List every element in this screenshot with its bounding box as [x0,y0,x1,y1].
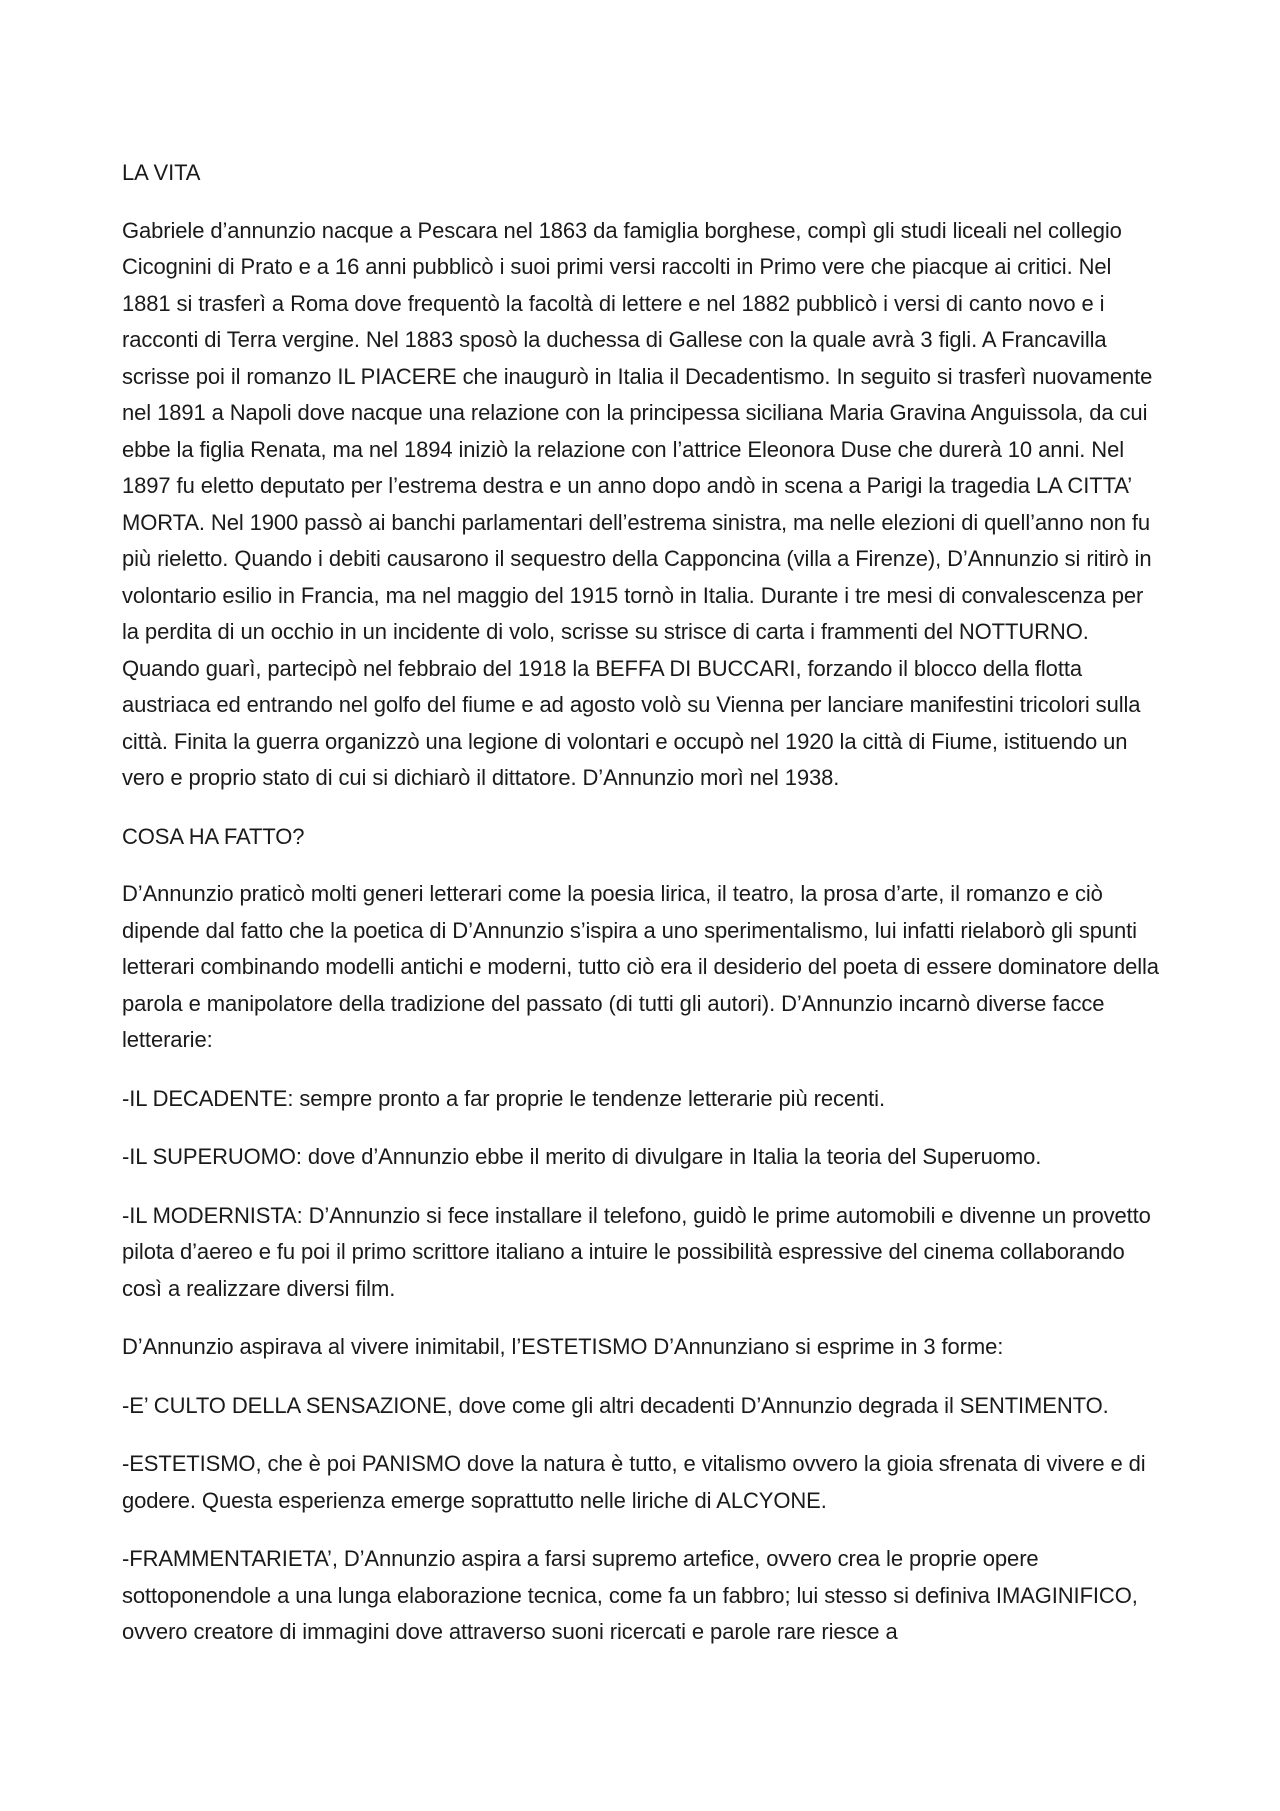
paragraph-generi-letterari: D’Annunzio praticò molti generi letterari come la poesia lirica, il teatro, la prosa d’arte, il romanzo e ciò dipende dal fatto che la poetica di D’Annunzio s’ispira a uno sperimentalismo, lui infatti rielaborò gli spunti letterari combinando modelli antichi e moderni, tutto ciò era il desiderio del poeta di essere dominatore della parola e manipolatore della tradizione del passato (di tutti gli autori). D’Annunzio incarnò diverse facce letterarie: [122,881,1159,1052]
list-item-culto-sensazione: -E’ CULTO DELLA SENSAZIONE, dove come gli altri decadenti D’Annunzio degrada il SENTIMENTO. [122,1392,1109,1418]
document-page [122,155,1162,1673]
list-item-decadente: -IL DECADENTE: sempre pronto a far proprie le tendenze letterarie più recenti. [122,1085,885,1111]
paragraph-estetismo-intro: D’Annunzio aspirava al vivere inimitabil, l’ESTETISMO D’Annunziano si esprime in 3 forme: [122,1334,1004,1359]
section-heading-cosa-ha-fatto: COSA HA FATTO? [122,823,305,849]
list-item-frammentarieta: -FRAMMENTARIETA’, D’Annunzio aspira a farsi supremo artefice, ovvero crea le proprie opere sottoponendole a una lunga elaborazione tecnica, come fa un fabbro; lui stesso si definiva IMAGINIFICO, ovvero creatore di immagini dove attraverso suoni ricercati e parole rare riesce a [122,1546,1138,1644]
section-heading-la-vita: LA VITA [122,160,201,185]
list-item-modernista: -IL MODERNISTA: D’Annunzio si fece installare il telefono, guidò le prime automobili e divenne un provetto pilota d’aereo e fu poi il primo scrittore italiano a intuire le possibilità espressive del cinema collaborando così a realizzare diversi film. [122,1202,1151,1301]
list-item-estetismo: -ESTETISMO, che è poi PANISMO dove la natura è tutto, e vitalismo ovvero la gioia sfrenata di vivere e di godere. Questa esperienza emerge soprattutto nelle liriche di ALCYONE. [122,1451,1146,1513]
list-item-superuomo: -IL SUPERUOMO: dove d’Annunzio ebbe il merito di divulgare in Italia la teoria del Superuomo. [122,1144,1042,1169]
paragraph-la-vita: Gabriele d’annunzio nacque a Pescara nel 1863 da famiglia borghese, compì gli studi liceali nel collegio Cicognini di Prato e a 16 anni pubblicò i suoi primi versi raccolti in Primo vere che piacque ai critici. Nel 1881 si trasferì a Roma dove frequentò la facoltà di lettere e nel 1882 pubblicò i versi di canto novo e i racconti di Terra vergine. Nel 1883 sposò la duchessa di Gallese con la quale avrà 3 figli. A Francavilla scrisse poi il romanzo IL PIACERE che inaugurò in Italia il Decadentismo. In seguito si trasferì nuovamente nel 1891 a Napoli dove nacque una relazione con la principessa siciliana Maria Gravina Anguissola, da cui ebbe la figlia Renata, ma nel 1894 iniziò la relazione con l’attrice Eleonora Duse che durerà 10 anni. Nel 1897 fu eletto deputato per l’estrema destra e un anno dopo andò in scena a Parigi la tragedia LA CITTA’ MORTA. Nel 1900 passò ai banchi parlamentari dell’estrema sinistra, ma nelle elezioni di quell’anno non fu più rieletto. Quando i debiti causarono il sequestro della Capponcina (villa a Firenze), D’Annunzio si ritirò in volontario esilio in Francia, ma nel maggio del 1915 tornò in Italia. Durante i tre mesi di convalescenza per la perdita di un occhio in un incidente di volo, scrisse su strisce di carta i frammenti del NOTTURNO. Quando guarì, partecipò nel febbraio del 1918 la BEFFA DI BUCCARI, forzando il blocco della flotta austriaca ed entrando nel golfo del fiume e ad agosto volò su Vienna per lanciare manifestini tricolori sulla città. Finita la guerra organizzò una legione di volontari e occupò nel 1920 la città di Fiume, istituendo un vero e proprio stato di cui si dichiarò il dittatore. D’Annunzio morì nel 1938. [122,217,1153,790]
